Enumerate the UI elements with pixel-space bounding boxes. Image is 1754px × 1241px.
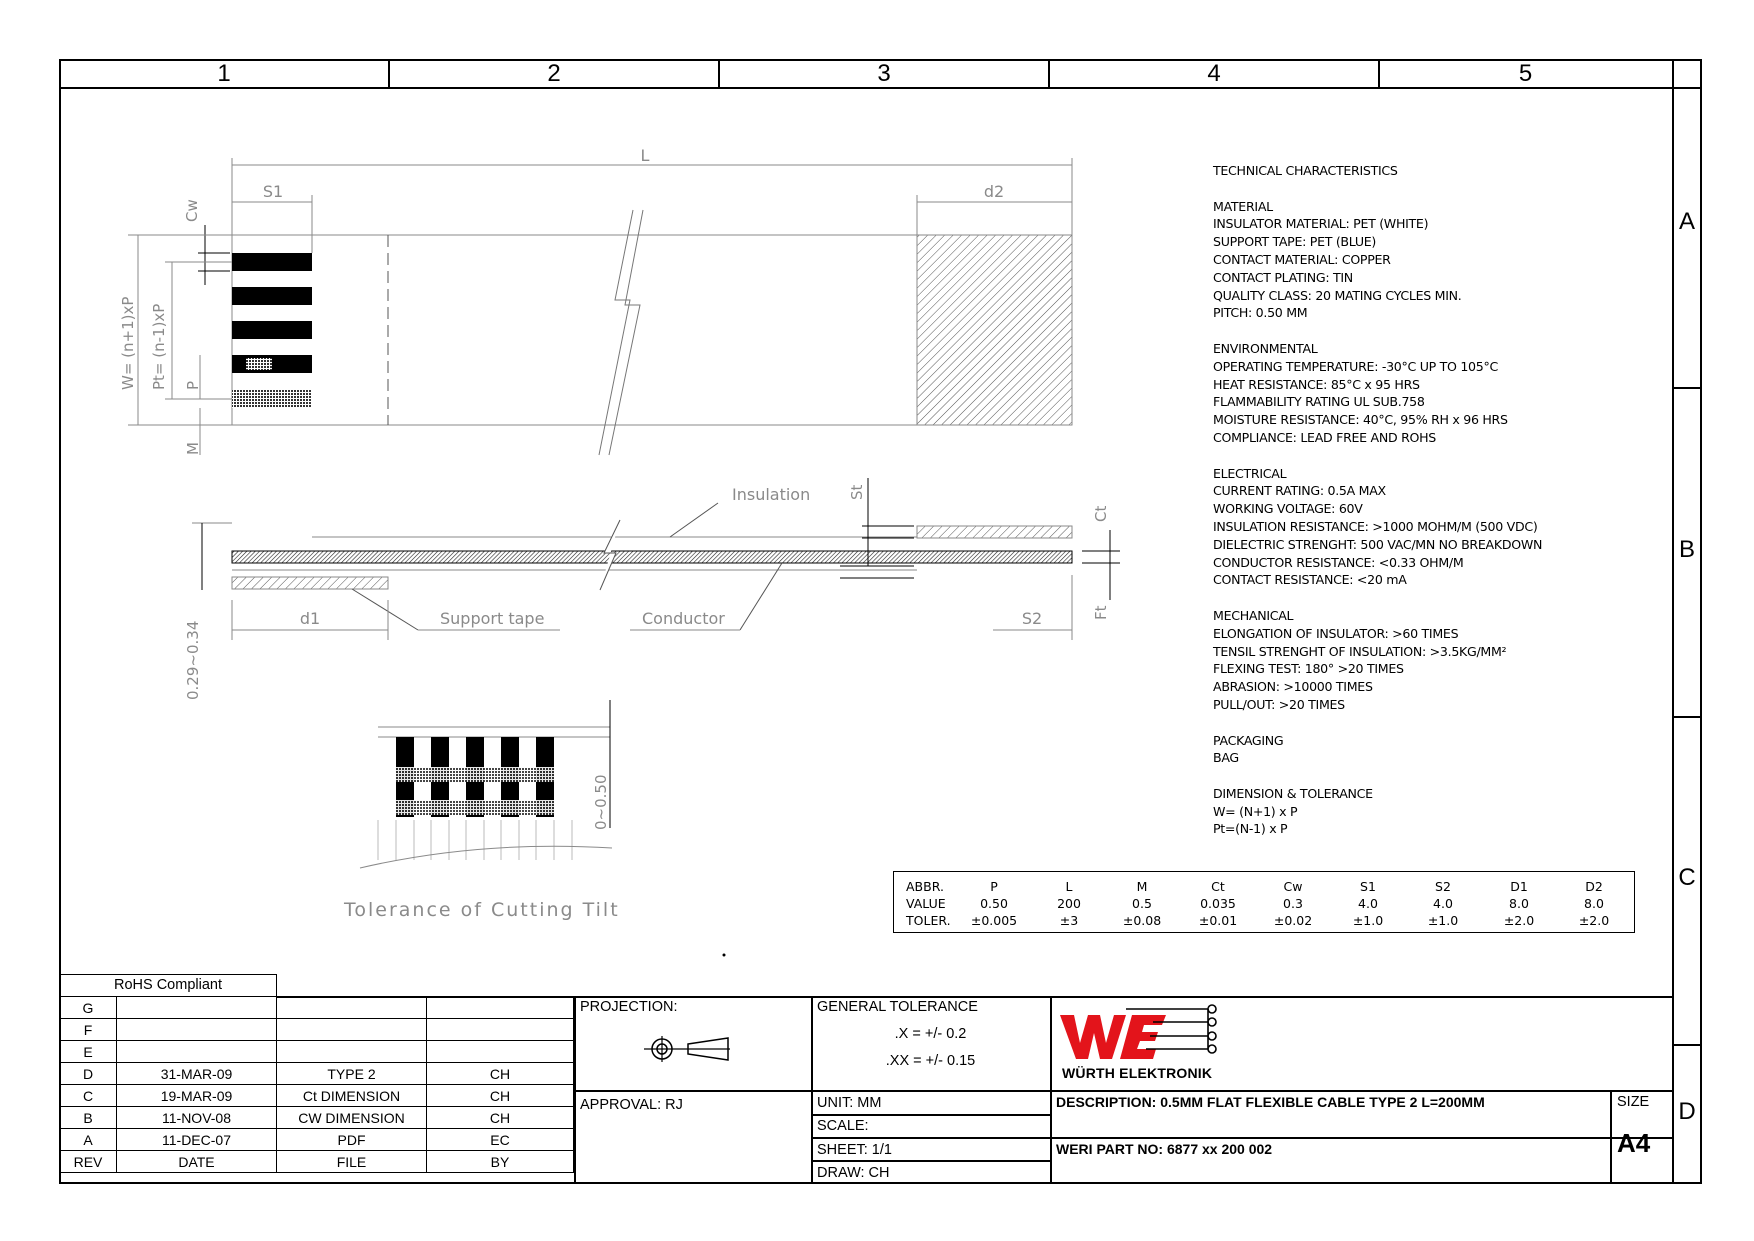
size-value: A4: [1617, 1128, 1651, 1158]
tech-line: BAG: [1213, 750, 1239, 766]
table-cell: 200: [1057, 896, 1081, 911]
tolerance-x: .X = +/- 0.2: [894, 1026, 967, 1042]
tech-line: FLAMMABILITY RATING UL SUB.758: [1213, 394, 1425, 410]
row-divider: [1672, 1044, 1702, 1046]
table-row: [60, 1129, 574, 1151]
table-cell: ±0.01: [1198, 913, 1238, 928]
table-cell: 8.0: [1584, 896, 1604, 911]
column-divider: [1378, 59, 1380, 89]
top-view: [119, 146, 1072, 455]
tech-line: SUPPORT TAPE: PET (BLUE): [1213, 234, 1377, 250]
by-cell: EC: [427, 1129, 574, 1151]
tech-line: TENSIL STRENGHT OF INSULATION: >3.5KG/MM²: [1213, 643, 1507, 659]
unit-label: UNIT: MM: [817, 1095, 882, 1111]
date-cell: 31-MAR-09: [117, 1063, 277, 1085]
tech-line: CONTACT RESISTANCE: <20 mA: [1213, 572, 1407, 588]
table-row: [60, 1063, 574, 1085]
tech-line: PULL/OUT: >20 TIMES: [1213, 696, 1345, 712]
date-cell: [117, 997, 277, 1019]
tech-section-electrical: [1213, 465, 1593, 590]
dim-label-l: L: [640, 146, 650, 165]
table-cell: ±0.005: [970, 913, 1018, 928]
description-text: DESCRIPTION: 0.5MM FLAT FLEXIBLE CABLE TYPE 2 L=200MM: [1056, 1094, 1485, 1110]
dimension-table-row: [894, 912, 1634, 929]
table-cell: 8.0: [1509, 896, 1529, 911]
dim-label-pt: Pt= (n-1)xP: [150, 303, 168, 390]
table-cell: D2: [1585, 879, 1603, 894]
tech-line: CONDUCTOR RESISTANCE: <0.33 OHM/M: [1213, 554, 1464, 570]
row-divider: [1672, 716, 1702, 718]
cutting-tilt-detail: [343, 700, 620, 921]
table-row: [60, 1019, 574, 1041]
column-header-2: 2: [389, 59, 719, 89]
wurth-elektronik-logo: [1058, 1003, 1258, 1085]
revision-table: [59, 996, 574, 1173]
dim-label-m: M: [184, 442, 202, 455]
table-cell: P: [990, 879, 998, 894]
contact-pad: [232, 253, 312, 271]
row-label: TOLER.: [906, 913, 951, 928]
dim-label-thickness: 0.29~0.34: [184, 620, 202, 700]
column-header-3: 3: [719, 59, 1049, 89]
section-heading: PACKAGING: [1213, 732, 1284, 748]
tech-section-mechanical: [1213, 607, 1593, 714]
title-block-divider: [1050, 1137, 1672, 1139]
file-cell: PDF: [277, 1129, 427, 1151]
scale-label: SCALE:: [817, 1118, 869, 1134]
tech-line: INSULATOR MATERIAL: PET (WHITE): [1213, 216, 1429, 232]
table-row: [60, 1041, 574, 1063]
rev-cell: A: [60, 1129, 117, 1151]
date-cell: [117, 1041, 277, 1063]
table-cell: Ct: [1211, 879, 1225, 894]
dim-label-d1: d1: [299, 609, 321, 628]
rev-cell: REV: [60, 1151, 117, 1173]
tech-section-material: [1213, 198, 1593, 323]
tech-line: COMPLIANCE: LEAD FREE AND ROHS: [1213, 429, 1436, 445]
table-cell: 0.50: [980, 896, 1008, 911]
date-cell: 11-NOV-08: [117, 1107, 277, 1129]
title-block-divider: [1610, 1090, 1612, 1184]
tech-line: PITCH: 0.50 MM: [1213, 305, 1308, 321]
dim-label-ct: Ct: [1092, 505, 1110, 522]
row-label-a: A: [1678, 208, 1695, 235]
logo-text: WÜRTH ELEKTRONIK: [1062, 1065, 1213, 1081]
table-cell: ±0.08: [1122, 913, 1162, 928]
title-block-divider: [811, 1114, 1050, 1116]
table-cell: 0.035: [1200, 896, 1236, 911]
column-header-corner: [1672, 59, 1702, 89]
part-number-text: WERI PART NO: 6877 xx 200 002: [1056, 1141, 1273, 1157]
file-cell: Ct DIMENSION: [277, 1085, 427, 1107]
table-row: [60, 1085, 574, 1107]
table-cell: ±2.0: [1503, 913, 1535, 928]
table-cell: ±1.0: [1427, 913, 1459, 928]
tech-section-dimension: [1213, 785, 1593, 838]
table-cell: S1: [1360, 879, 1376, 894]
date-cell: 19-MAR-09: [117, 1085, 277, 1107]
file-cell: [277, 997, 427, 1019]
tech-line: INSULATION RESISTANCE: >1000 MOHM/M (500 VDC): [1213, 518, 1538, 534]
file-cell: CW DIMENSION: [277, 1107, 427, 1129]
dim-label-s1: S1: [262, 182, 284, 201]
rev-cell: E: [60, 1041, 117, 1063]
section-heading: DIMENSION & TOLERANCE: [1213, 785, 1373, 801]
contact-pad: [232, 287, 312, 305]
table-row: [60, 1107, 574, 1129]
table-cell: S2: [1435, 879, 1451, 894]
rev-cell: B: [60, 1107, 117, 1129]
sheet-label: SHEET: 1/1: [817, 1142, 892, 1158]
contact-pad: [232, 390, 312, 408]
title-block-top-border: [277, 996, 1672, 998]
tech-section-environmental: [1213, 340, 1593, 447]
third-angle-projection-icon: [644, 1034, 730, 1064]
table-row: [60, 1151, 574, 1173]
file-cell: [277, 1041, 427, 1063]
table-cell: D1: [1510, 879, 1528, 894]
file-cell: TYPE 2: [277, 1063, 427, 1085]
section-heading: MECHANICAL: [1213, 607, 1294, 623]
table-cell: 4.0: [1433, 896, 1453, 911]
draw-label: DRAW: CH: [817, 1165, 890, 1181]
by-cell: CH: [427, 1107, 574, 1129]
tech-line: ELONGATION OF INSULATOR: >60 TIMES: [1213, 625, 1459, 641]
table-cell: ±3: [1059, 913, 1079, 928]
tech-line: CONTACT PLATING: TIN: [1213, 269, 1353, 285]
dimension-table: [893, 871, 1635, 933]
tech-line: Pt=(N-1) x P: [1213, 821, 1288, 837]
table-cell: M: [1136, 879, 1148, 894]
table-cell: L: [1065, 879, 1073, 894]
rev-cell: D: [60, 1063, 117, 1085]
dim-label-s2: S2: [1021, 609, 1043, 628]
dim-label-st: St: [848, 484, 866, 500]
title-block-divider: [574, 1090, 1672, 1092]
column-header-1: 1: [59, 59, 389, 89]
file-cell: FILE: [277, 1151, 427, 1173]
rev-cell: F: [60, 1019, 117, 1041]
title-block-divider: [811, 1160, 1050, 1162]
table-row: [60, 997, 574, 1019]
rev-cell: G: [60, 997, 117, 1019]
row-label-c: C: [1678, 864, 1696, 891]
tech-line: W= (N+1) x P: [1213, 803, 1298, 819]
tech-line: FLEXING TEST: 180° >20 TIMES: [1213, 661, 1404, 677]
label-support-tape: Support tape: [440, 609, 545, 628]
projection-label: PROJECTION:: [580, 999, 678, 1015]
table-cell: 4.0: [1358, 896, 1378, 911]
row-label-d: D: [1678, 1098, 1696, 1125]
label-tilt-caption: Tolerance of Cutting Tilt: [344, 899, 620, 921]
size-label: SIZE: [1617, 1094, 1650, 1110]
row-label-b: B: [1678, 536, 1695, 563]
table-cell: 0.3: [1283, 896, 1303, 911]
row-label: ABBR.: [906, 879, 944, 894]
dimension-table-row: [894, 895, 1634, 912]
date-cell: DATE: [117, 1151, 277, 1173]
column-header-5: 5: [1379, 59, 1672, 89]
dim-label-cw: Cw: [183, 199, 201, 222]
section-heading: ELECTRICAL: [1213, 465, 1287, 481]
tech-line: CONTACT MATERIAL: COPPER: [1213, 251, 1391, 267]
file-cell: [277, 1019, 427, 1041]
dim-label-tilt: 0~0.50: [592, 774, 610, 830]
dimension-table-row: [894, 878, 1634, 895]
date-cell: 11-DEC-07: [117, 1129, 277, 1151]
table-cell: ±0.02: [1273, 913, 1313, 928]
by-cell: [427, 1041, 574, 1063]
by-cell: [427, 1019, 574, 1041]
table-cell: ±1.0: [1352, 913, 1384, 928]
tech-line: MOISTURE RESISTANCE: 40°C, 95% RH x 96 HRS: [1213, 412, 1508, 428]
tech-section-packaging: [1213, 732, 1593, 768]
we-logo-icon: [1058, 1003, 1228, 1065]
tech-line: WORKING VOLTAGE: 60V: [1213, 501, 1363, 517]
tolerance-xx: .XX = +/- 0.15: [885, 1053, 976, 1069]
column-header-4: 4: [1049, 59, 1379, 89]
table-cell: 0.5: [1132, 896, 1152, 911]
tech-line: HEAT RESISTANCE: 85°C x 95 HRS: [1213, 376, 1420, 392]
by-cell: CH: [427, 1063, 574, 1085]
table-cell: ±2.0: [1578, 913, 1610, 928]
by-cell: [427, 997, 574, 1019]
tech-line: DIELECTRIC STRENGHT: 500 VAC/MN NO BREAKDOWN: [1213, 536, 1543, 552]
contact-pad: [232, 321, 312, 339]
tech-line: ABRASION: >10000 TIMES: [1213, 679, 1373, 695]
row-divider: [1672, 387, 1702, 389]
title-block-divider: [811, 1137, 1050, 1139]
side-view: [184, 478, 1120, 700]
tech-line: CURRENT RATING: 0.5A MAX: [1213, 483, 1386, 499]
dim-label-w: W= (n+1)xP: [119, 296, 137, 390]
technical-characteristics: [1213, 162, 1593, 856]
rev-cell: C: [60, 1085, 117, 1107]
label-conductor: Conductor: [642, 609, 725, 628]
row-label: VALUE: [906, 896, 946, 911]
tech-title: TECHNICAL CHARACTERISTICS: [1213, 163, 1398, 178]
by-cell: BY: [427, 1151, 574, 1173]
tech-line: OPERATING TEMPERATURE: -30°C UP TO 105°C: [1213, 358, 1498, 374]
table-cell: Cw: [1283, 879, 1303, 894]
approval-label: APPROVAL: RJ: [580, 1097, 683, 1113]
general-tolerance-label: GENERAL TOLERANCE: [817, 999, 978, 1015]
date-cell: [117, 1019, 277, 1041]
dim-label-ft: Ft: [1092, 605, 1110, 620]
by-cell: CH: [427, 1085, 574, 1107]
tech-line: QUALITY CLASS: 20 MATING CYCLES MIN.: [1213, 287, 1462, 303]
dim-label-d2: d2: [983, 182, 1005, 201]
section-heading: MATERIAL: [1213, 198, 1273, 214]
section-heading: ENVIRONMENTAL: [1213, 340, 1318, 356]
label-insulation: Insulation: [732, 485, 811, 504]
dim-label-p: P: [184, 380, 202, 390]
rohs-compliant-label: RoHS Compliant: [59, 974, 277, 996]
